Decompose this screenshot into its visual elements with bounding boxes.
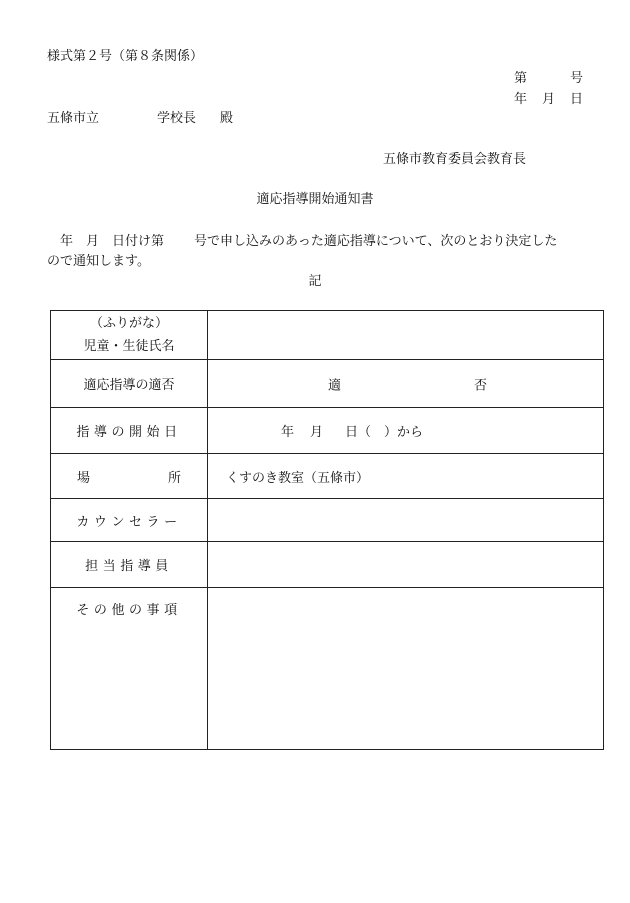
counselor-label: カウンセラー xyxy=(51,499,208,542)
issue-date-month: 月 xyxy=(542,92,556,107)
instructor-field[interactable] xyxy=(208,542,604,588)
issue-date-day: 日 xyxy=(570,92,584,107)
body-month: 月 xyxy=(86,234,100,249)
table-row xyxy=(51,588,604,750)
table-row xyxy=(51,499,604,542)
table-row xyxy=(51,408,604,454)
suitability-no[interactable]: 否 xyxy=(474,378,488,393)
student-name-label xyxy=(51,311,208,360)
student-name-field[interactable] xyxy=(208,311,604,360)
body-dated-number: 日付け第 xyxy=(112,234,165,249)
start-date-year: 年 xyxy=(281,425,295,440)
recipient-school-city: 五條市立 xyxy=(47,111,100,126)
sender-name: 五條市教育委員会教育長 xyxy=(383,152,527,167)
furigana-label: （ふりがな） xyxy=(89,316,168,331)
table-row xyxy=(51,360,604,408)
suitability-field[interactable] xyxy=(208,360,604,408)
place-field[interactable]: くすのき教室（五條市） xyxy=(208,454,604,499)
other-matters-label: その他の事項 xyxy=(51,588,208,750)
body-line-1 xyxy=(60,235,557,248)
place-label-char-1: 場 xyxy=(77,470,91,486)
suitability-label: 適応指導の適否 xyxy=(51,360,208,408)
document-title: 適応指導開始通知書 xyxy=(256,192,374,207)
recipient-principal: 学校長 xyxy=(157,111,197,126)
suitability-yes[interactable]: 適 xyxy=(328,378,342,393)
document-number-dai: 第 xyxy=(514,71,528,86)
table-row xyxy=(51,454,604,499)
ki-marker: 記 xyxy=(308,274,322,289)
notice-table xyxy=(50,310,604,750)
start-date-label: 指導の開始日 xyxy=(51,408,208,454)
place-label xyxy=(51,454,208,499)
table-row xyxy=(51,542,604,588)
student-name-text: 児童・生徒氏名 xyxy=(83,339,175,354)
body-year: 年 xyxy=(60,234,74,249)
form-number: 様式第２号（第８条関係） xyxy=(47,49,204,64)
instructor-label: 担当指導員 xyxy=(51,542,208,588)
body-line-2: ので通知します。 xyxy=(47,254,150,269)
recipient-honorific: 殿 xyxy=(220,111,234,126)
start-date-field[interactable] xyxy=(208,408,604,454)
counselor-field[interactable] xyxy=(208,499,604,542)
document-number-gou: 号 xyxy=(570,71,584,86)
issue-date-year: 年 xyxy=(514,92,528,107)
body-line-1-rest: 号で申し込みのあった適応指導について、次のとおり決定した xyxy=(194,234,558,249)
other-matters-field[interactable] xyxy=(208,588,604,750)
start-date-month: 月 xyxy=(310,425,324,440)
place-label-char-2: 所 xyxy=(167,470,181,486)
start-date-rest: 日（ ）から xyxy=(345,425,424,440)
table-row xyxy=(51,311,604,360)
